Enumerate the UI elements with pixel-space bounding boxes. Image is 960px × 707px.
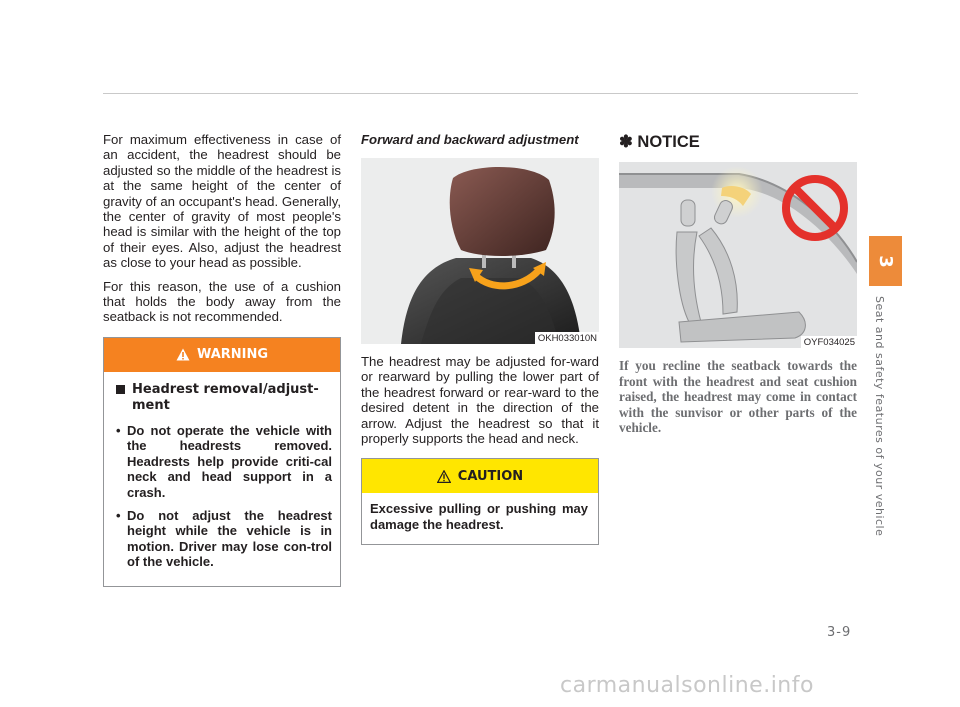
warning-bullet: • Do not adjust the headrest height while the vehicle is in motion. Driver may lose con-trol of the vehicle.: [116, 508, 332, 570]
caution-header: [362, 459, 598, 493]
chapter-tab: [869, 236, 902, 286]
warning-header: [104, 338, 340, 372]
warning-icon: [176, 348, 190, 361]
column-left: [103, 132, 341, 587]
headrest-illustration: [361, 158, 599, 344]
square-bullet-icon: [116, 385, 125, 394]
warning-body: [104, 372, 340, 586]
watermark: carmanualsonline.info: [560, 673, 814, 698]
figure-label: OKH033010N: [535, 332, 599, 344]
notice-figure: [619, 162, 857, 348]
notice-heading: ✽ NOTICE: [619, 133, 700, 151]
top-rule: [103, 93, 858, 94]
chapter-number: 3: [875, 254, 896, 268]
warning-list: [116, 423, 332, 570]
caution-label: CAUTION: [457, 468, 524, 484]
warning-bullet: • Do not operate the vehicle with the headrests removed. Headrests help provide criti-cal neck and head support in a crash.: [116, 423, 332, 500]
intro-paragraph: For maximum effectiveness in case of an accident, the headrest should be adjusted so the middle of the headrest is at the same height of the center of gravity of an occupant's head. Generally, the center of gravity of most people's head is similar with the height of the top of their eyes. Also, adjust the headrest as close to your head as possible.: [103, 132, 341, 271]
caution-box: [361, 458, 599, 545]
column-right: [619, 132, 857, 436]
caution-icon: [437, 470, 451, 483]
column-middle: [361, 132, 599, 545]
adjustment-paragraph: The headrest may be adjusted for-ward or rearward by pulling the lower part of the headrest forward or rear-ward to the desired detent in the direction of the arrow. Adjust the headrest so that it properly supports the head and neck.: [361, 354, 599, 447]
caution-text: Excessive pulling or pushing may damage the headrest.: [370, 501, 588, 532]
notice-paragraph: If you recline the seatback towards the front with the headrest and seat cushion raised, the headrest may come in contact with the sunvisor or other parts of the vehicle.: [619, 358, 857, 436]
seat-sunvisor-illustration: [619, 162, 857, 348]
cushion-paragraph: For this reason, the use of a cushion that holds the body away from the seatback is not recommended.: [103, 278, 341, 325]
chapter-title: Seat and safety features of your vehicle: [873, 296, 886, 537]
warning-title: [116, 382, 332, 414]
warning-label: WARNING: [196, 347, 269, 363]
page-number: 3-9: [827, 625, 852, 640]
headrest-figure: [361, 158, 599, 344]
figure-label: OYF034025: [801, 336, 857, 348]
warning-box: [103, 337, 341, 587]
section-heading: Forward and backward adjustment: [361, 132, 579, 147]
warning-title-text: Headrest removal/adjust-ment: [132, 381, 319, 413]
